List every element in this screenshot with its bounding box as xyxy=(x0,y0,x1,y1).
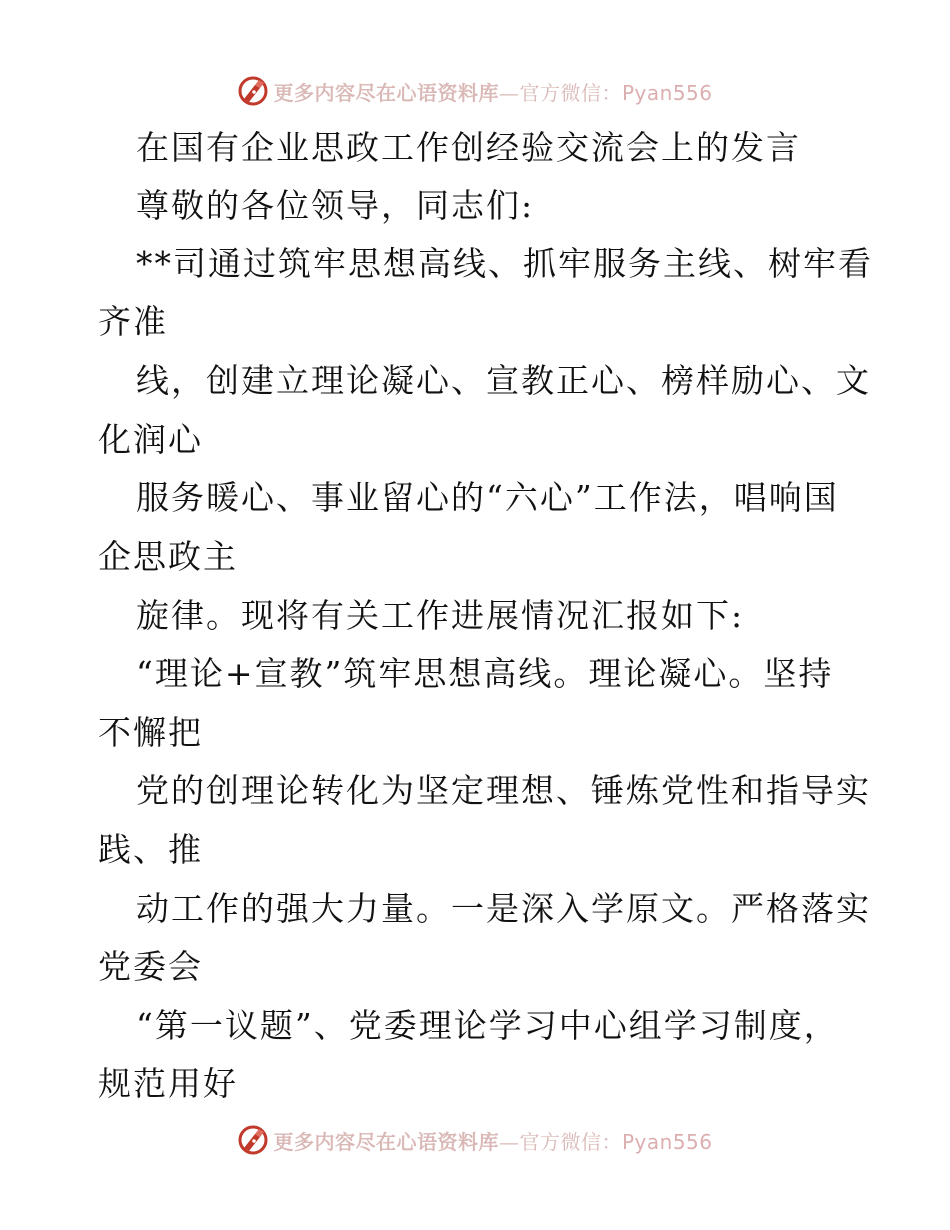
paragraph-line: “第一议题”、党委理论学习中心组学习制度， xyxy=(136,1006,839,1045)
paragraph-line: 化润心 xyxy=(98,420,203,459)
banner-brand: 更多内容尽在心语资料库 xyxy=(273,80,499,105)
banner-text xyxy=(273,1126,712,1155)
pen-nib-logo-icon xyxy=(237,75,269,107)
banner-brand: 更多内容尽在心语资料库 xyxy=(273,1129,499,1154)
footer-banner xyxy=(0,1118,950,1162)
paragraph-line: 齐准 xyxy=(98,302,168,341)
paragraph-line: 动工作的强大力量。一是深入学原文。严格落实 xyxy=(136,889,871,928)
paragraph-line: 规范用好 xyxy=(98,1064,238,1103)
pen-nib-logo-icon xyxy=(237,1124,269,1156)
paragraph-line: 不懈把 xyxy=(98,713,203,752)
paragraph-line: 服务暖心、事业留心的“六心”工作法，唱响国 xyxy=(136,478,839,517)
section-heading-line: “理论+宣教”筑牢思想高线。理论凝心。坚持 xyxy=(136,654,834,693)
banner-text xyxy=(273,77,712,106)
paragraph-line: 党的创理论转化为坚定理想、锤炼党性和指导实 xyxy=(136,771,871,810)
paragraph-line: 线，创建立理论凝心、宣教正心、榜样励心、文 xyxy=(136,361,871,400)
banner-separator: — xyxy=(498,1129,520,1154)
banner-contact-label: 官方微信： xyxy=(519,1129,622,1154)
paragraph-line: 企思政主 xyxy=(98,537,238,576)
document-title: 在国有企业思政工作创经验交流会上的发言 xyxy=(136,128,801,167)
salutation: 尊敬的各位领导，同志们: xyxy=(136,186,535,225)
paragraph-line: **司通过筑牢思想高线、抓牢服务主线、树牢看 xyxy=(136,244,873,283)
banner-contact-id: Pyan556 xyxy=(621,1129,713,1154)
banner-contact-id: Pyan556 xyxy=(621,80,713,105)
paragraph-line: 旋律。现将有关工作进展情况汇报如下: xyxy=(136,596,745,635)
header-banner xyxy=(0,69,950,113)
banner-separator: — xyxy=(498,80,520,105)
banner-contact-label: 官方微信： xyxy=(519,80,622,105)
paragraph-line: 党委会 xyxy=(98,947,203,986)
paragraph-line: 践、推 xyxy=(98,830,203,869)
